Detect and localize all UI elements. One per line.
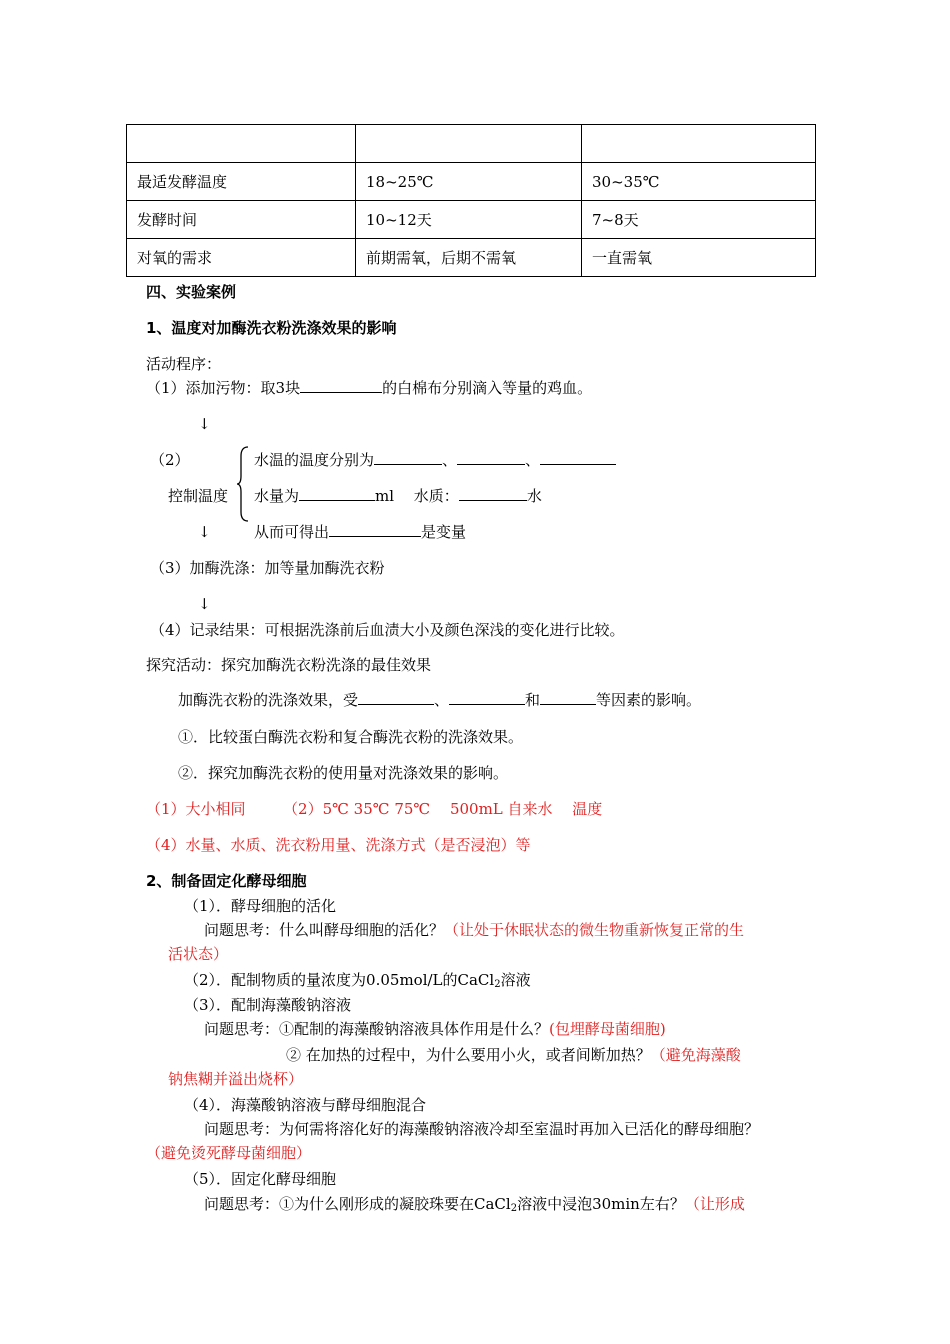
step-text-end: 溶液: [500, 971, 531, 989]
table-cell: [127, 125, 356, 163]
table-cell: 对氧的需求: [127, 239, 356, 277]
table-cell: 18~25℃: [356, 163, 582, 201]
case2-step2: [184, 970, 531, 995]
separator: 、: [525, 451, 541, 469]
step-text: （2）．配制物质的量浓度为0.05mol/L的CaCl: [184, 971, 495, 989]
case2-step4-answer: （避免烫死酵母菌细胞）: [146, 1144, 312, 1162]
step1: [146, 378, 592, 398]
water-quality-label: ml 水质：: [375, 487, 459, 505]
subscript: 2: [510, 1203, 518, 1214]
table-row: [127, 201, 816, 239]
fill-blank[interactable]: [449, 690, 525, 705]
question-text: 问题思考：①为什么刚形成的凝胶珠要在CaCl: [204, 1195, 511, 1213]
fill-blank[interactable]: [329, 522, 421, 537]
explore-line: [178, 690, 701, 710]
table-cell: 前期需氧，后期不需氧: [356, 239, 582, 277]
brace-icon: [236, 446, 250, 522]
fill-blank[interactable]: [358, 690, 434, 705]
step2-label: 控制温度: [168, 487, 229, 505]
case2-step4-question: 问题思考：为何需将溶化好的海藻酸钠溶液冷却至室温时再加入已活化的酵母细胞？: [204, 1120, 760, 1138]
water-temp-label: 水温的温度分别为: [254, 451, 375, 469]
separator: 、: [434, 691, 450, 709]
table-row: [127, 125, 816, 163]
variable-suffix: 是变量: [421, 523, 467, 541]
step1-text: （1）添加污物：取3块: [146, 379, 301, 397]
down-arrow-icon: ↓: [198, 523, 211, 541]
case2-step4: （4）．海藻酸钠溶液与酵母细胞混合: [184, 1096, 427, 1114]
case2-step1-question: [204, 920, 744, 940]
question-text: ② 在加热的过程中，为什么要用小火，或者间断加热？: [286, 1046, 651, 1064]
and-text: 和: [525, 691, 541, 709]
case1-title: 1、温度对加酶洗衣粉洗涤效果的影响: [146, 319, 397, 337]
water-suffix: 水: [526, 487, 542, 505]
table-cell: 一直需氧: [582, 239, 816, 277]
step2-number: （2）: [150, 451, 190, 469]
step4: （4）记录结果：可根据洗涤前后血渍大小及颜色深浅的变化进行比较。: [150, 621, 625, 639]
case2-step3-answer-cont: 钠焦糊并溢出烧杯）: [168, 1070, 304, 1088]
case2-step3: （3）．配制海藻酸钠溶液: [184, 996, 352, 1014]
table-cell: 最适发酵温度: [127, 163, 356, 201]
question-text-end: 溶液中浸泡30min左右？: [517, 1195, 685, 1213]
table-cell: 7~8天: [582, 201, 816, 239]
answer-text: （让形成: [684, 1195, 745, 1213]
fill-blank[interactable]: [299, 486, 375, 501]
fill-blank[interactable]: [540, 690, 596, 705]
explore-text-end: 等因素的影响。: [596, 691, 702, 709]
answer-text: (包埋酵母菌细胞): [549, 1020, 666, 1038]
subscript: 2: [494, 979, 501, 990]
procedure-label: 活动程序：: [146, 355, 222, 373]
table-row: [127, 163, 816, 201]
step1-text-end: 的白棉布分别滴入等量的鸡血。: [382, 379, 593, 397]
table-cell: [356, 125, 582, 163]
fill-blank[interactable]: [457, 450, 525, 465]
step2-line1: [254, 450, 616, 470]
case2-step1: （1）．酵母细胞的活化: [184, 897, 337, 915]
case2-step5-question: [204, 1194, 745, 1219]
case2-title: 2、制备固定化酵母细胞: [146, 872, 307, 890]
answer-line-2: （4）水量、水质、洗衣粉用量、洗涤方式（是否浸泡）等: [146, 836, 531, 854]
step2-line2: [254, 486, 542, 506]
question-text: 问题思考：①配制的海藻酸钠溶液具体作用是什么？: [204, 1020, 550, 1038]
case2-step5: （5）．固定化酵母细胞: [184, 1170, 337, 1188]
explore-text: 加酶洗衣粉的洗涤效果，受: [178, 691, 359, 709]
answer-text: （让处于休眠状态的微生物重新恢复正常的生: [444, 921, 745, 939]
answer-text: （避免海藻酸: [650, 1046, 741, 1064]
table-cell: [582, 125, 816, 163]
comparison-table: [126, 124, 816, 277]
question-text: 问题思考：什么叫酵母细胞的活化？: [204, 921, 445, 939]
separator: 、: [442, 451, 458, 469]
table-cell: 30~35℃: [582, 163, 816, 201]
explore-item-2: ②．探究加酶洗衣粉的使用量对洗涤效果的影响。: [178, 764, 509, 782]
case2-step1-answer-cont: 活状态）: [168, 945, 229, 963]
section-heading: 四、实验案例: [146, 283, 237, 301]
fill-blank[interactable]: [374, 450, 442, 465]
fill-blank[interactable]: [540, 450, 616, 465]
table-row: [127, 239, 816, 277]
answer-line-1: （1）大小相同 （2）5℃ 35℃ 75℃ 500mL 自来水 温度: [146, 800, 603, 818]
fill-blank[interactable]: [300, 378, 382, 393]
down-arrow-icon: ↓: [198, 415, 211, 433]
table-cell: 10~12天: [356, 201, 582, 239]
step3: （3）加酶洗涤：加等量加酶洗衣粉: [150, 559, 385, 577]
explore-item-1: ①．比较蛋白酶洗衣粉和复合酶洗衣粉的洗涤效果。: [178, 728, 524, 746]
explore-title: 探究活动：探究加酶洗衣粉洗涤的最佳效果: [146, 656, 432, 674]
fill-blank[interactable]: [459, 486, 527, 501]
step2-line3: [254, 522, 466, 542]
down-arrow-icon: ↓: [198, 595, 211, 613]
case2-step3-question2: [286, 1045, 741, 1065]
table-cell: 发酵时间: [127, 201, 356, 239]
variable-label: 从而可得出: [254, 523, 330, 541]
case2-step3-question1: [204, 1019, 666, 1039]
water-volume-label: 水量为: [254, 487, 300, 505]
